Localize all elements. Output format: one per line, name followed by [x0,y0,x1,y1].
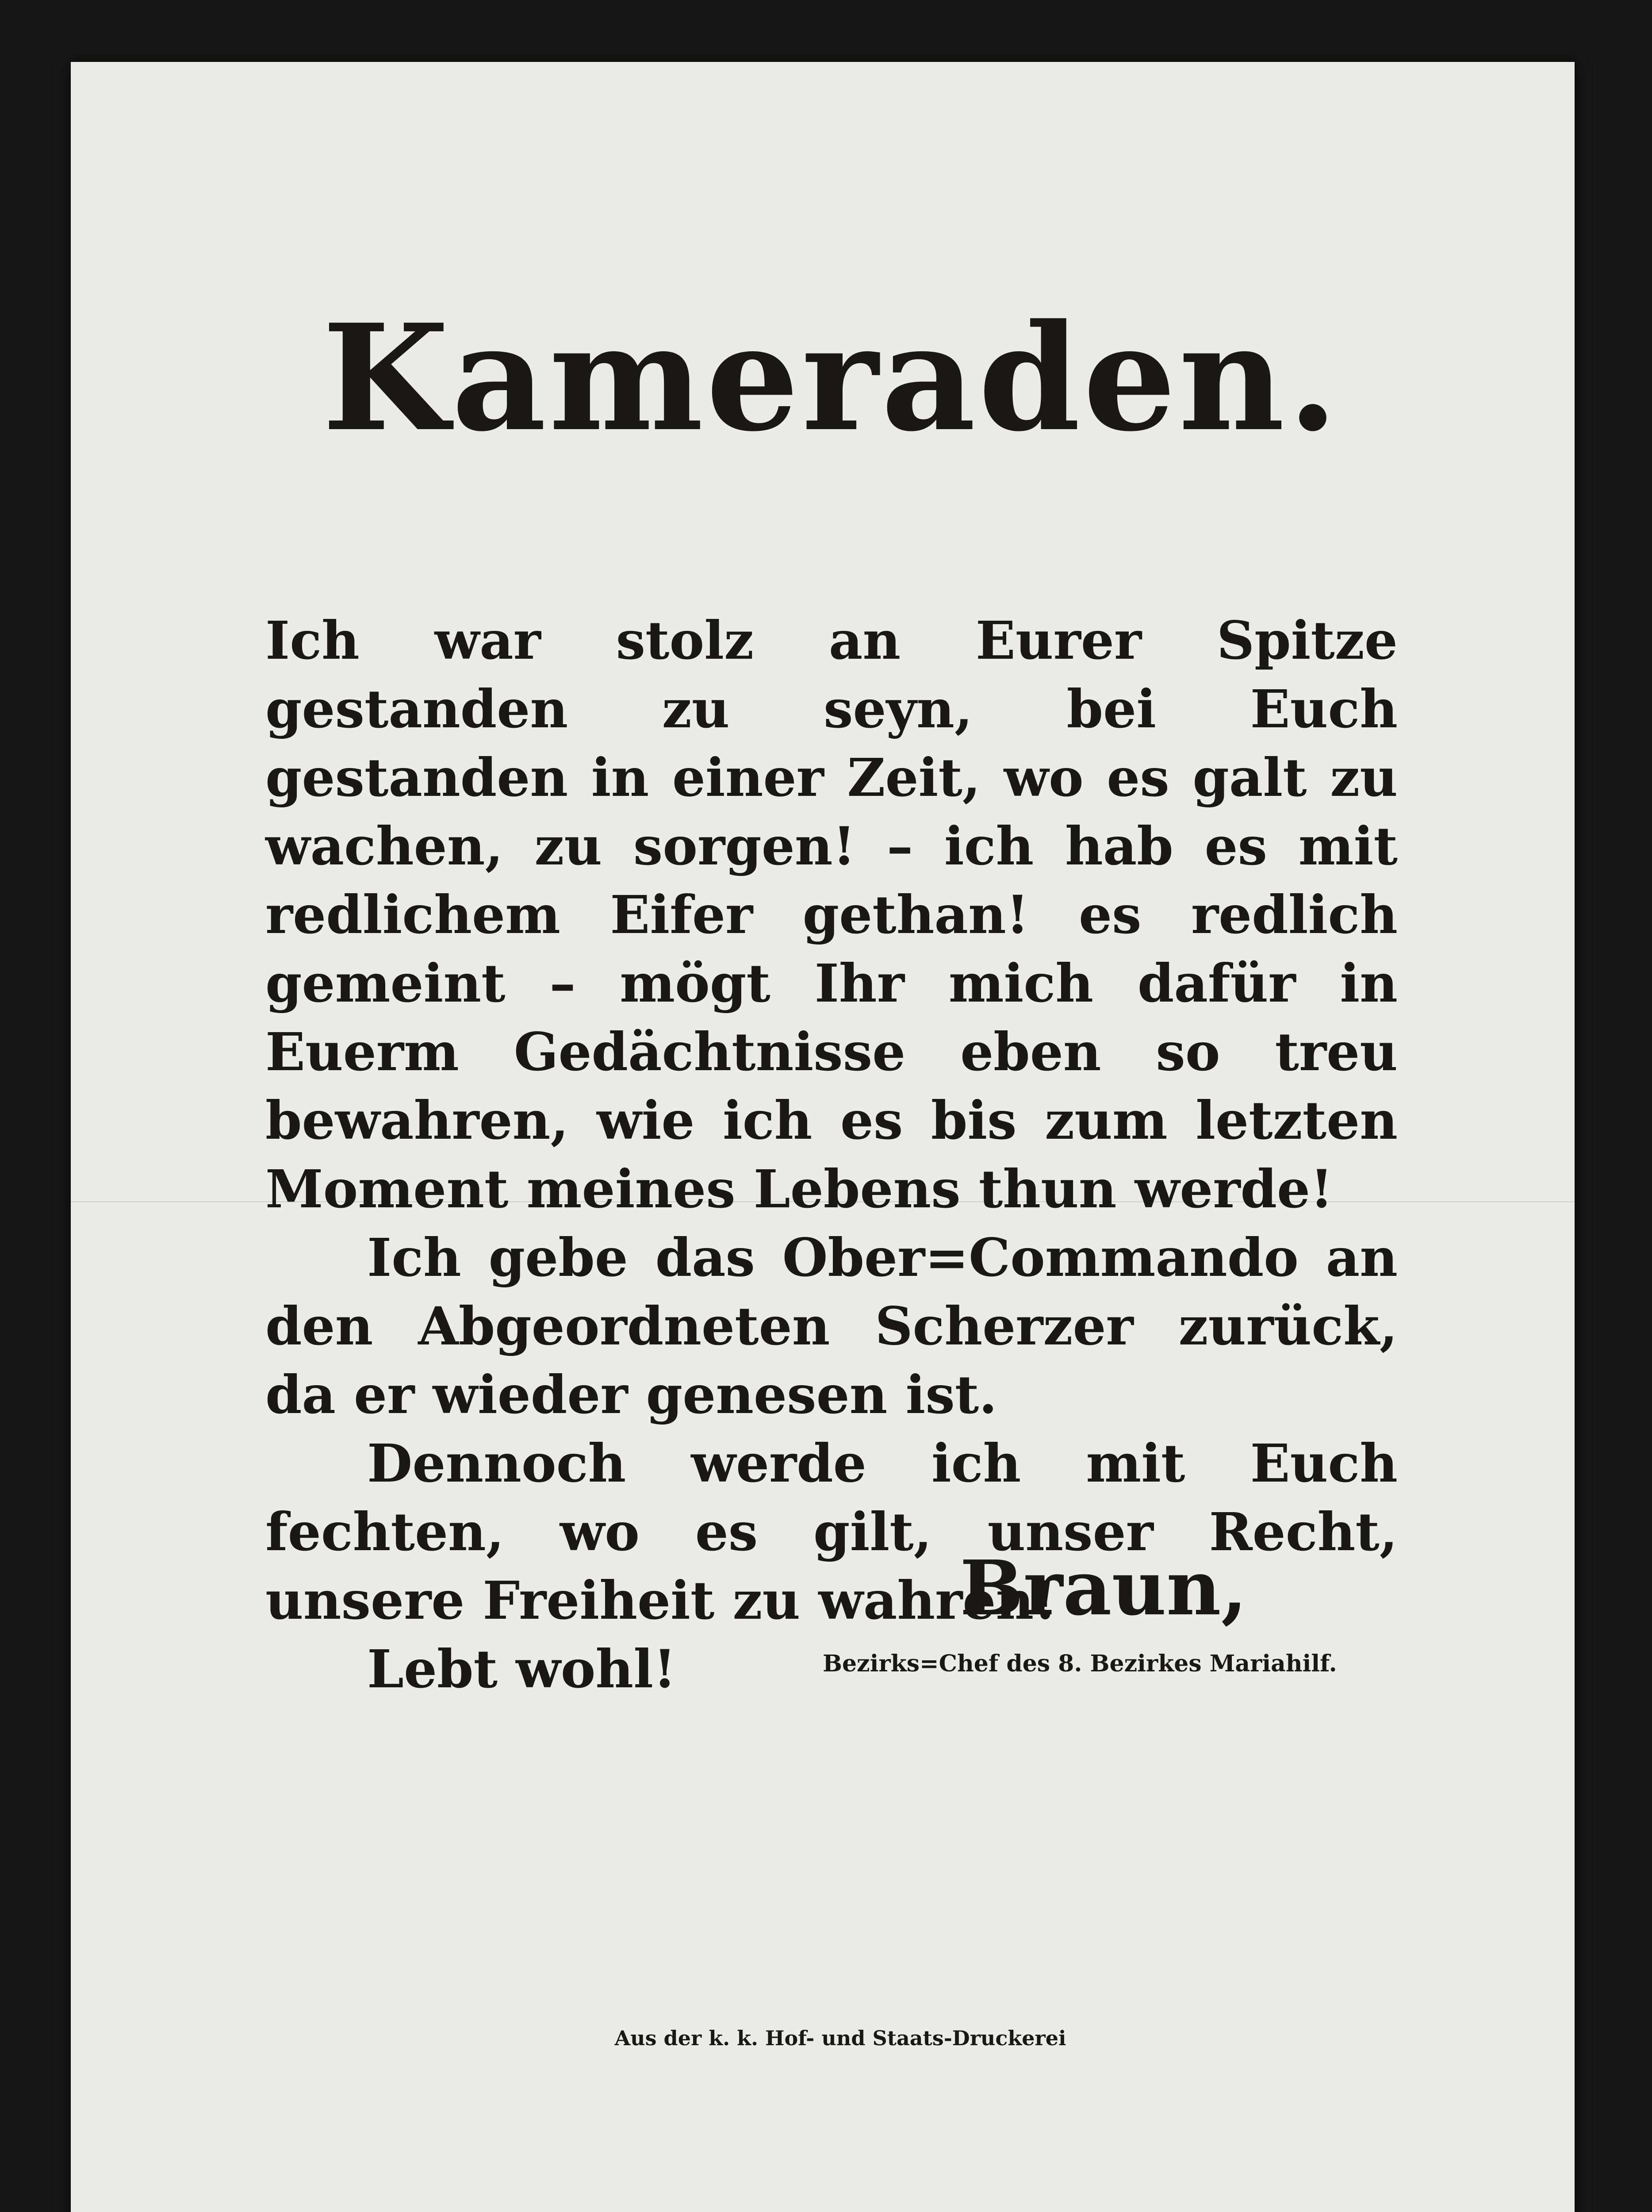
poster-title: Kameraden. [322,292,1341,464]
signature: Braun, [960,1544,1247,1632]
paragraph-4: Lebt wohl! [367,1638,676,1700]
paragraph-3: Dennoch werde ich mit Euch fechten, wo es gilt, unser Recht, unsere Freiheit zu wahren! [265,1432,1398,1631]
paragraph-1: Ich war stolz an Eurer Spitze gestanden zu seyn, bei Euch gestanden in einer Zeit, wo es galt zu wachen, zu sorgen! – ich hab es mit redlichem Eifer gethan! es redlich gemeint – mögt Ihr mich dafür in Euerm Gedächtnisse eben so treu bewahren, wie ich es bis zum letzten Moment meines Lebens thun werde! [265,610,1398,1220]
signature-role: Bezirks=Chef des 8. Bezirkes Mariahilf. [823,1650,1337,1677]
poster-body [265,606,1398,1703]
paragraph-2: Ich gebe das Ober=Commando an den Abgeordneten Scherzer zurück, da er wieder genesen ist. [265,1227,1398,1425]
poster-sheet [71,62,1575,2212]
printer-imprint: Aus der k. k. Hof- und Staats-Druckerei [614,2026,1066,2050]
